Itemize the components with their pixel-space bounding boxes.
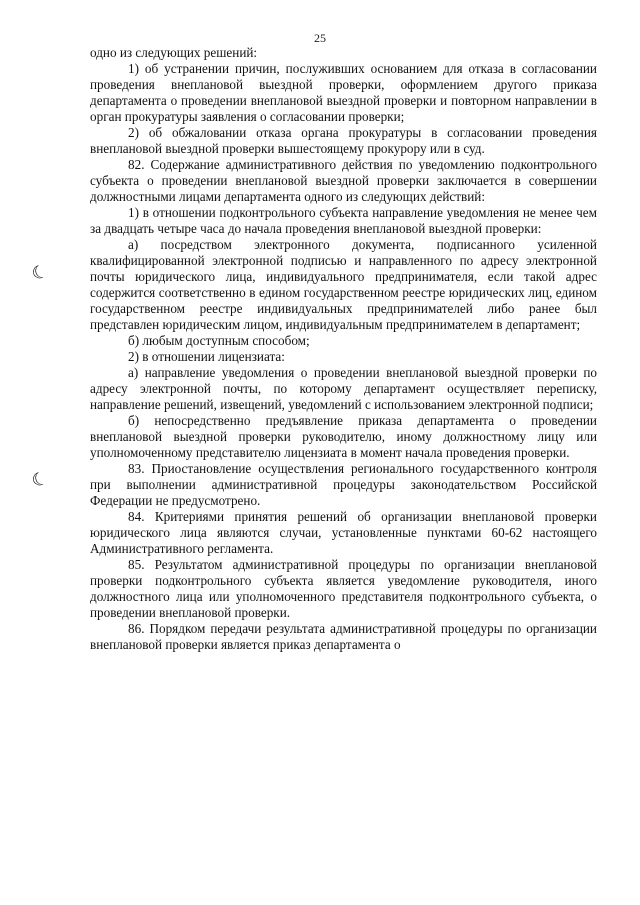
paragraph: 86. Порядком передачи результата административной процедуры по организации внеплановой проверки является приказ департамента о: [90, 621, 597, 652]
paragraph: а) посредством электронного документа, подписанного усиленной квалифицированной электронной подписью и направленного по адресу электронной почты юридического лица, индивидуального предпринимателя, если такой адрес содержится соответственно в едином государственном реестре юридических лиц, едином государственном реестре индивидуальных предпринимателей либо ранее был представлен юридическим лицом, индивидуальным предпринимателем в департамент;: [90, 237, 597, 332]
document-body: [90, 45, 597, 653]
paragraph: 2) об обжаловании отказа органа прокуратуры в согласовании проведения внеплановой выездной проверки вышестоящему прокурору или в суд.: [90, 125, 597, 156]
paragraph: 84. Критериями принятия решений об организации внеплановой проверки юридического лица являются случаи, установленные пунктами 60-62 настоящего Административного регламента.: [90, 509, 597, 556]
paragraph: одно из следующих решений:: [90, 45, 258, 60]
paragraph: 1) в отношении подконтрольного субъекта направление уведомления не менее чем за двадцать четыре часа до начала проведения внеплановой выездной проверки:: [90, 205, 597, 236]
paragraph: 1) об устранении причин, послуживших основанием для отказа в согласовании проведения внеплановой выездной проверки, оформлением другого приказа департамента о проведении внеплановой выездной проверки и повторном направлении в орган прокуратуры заявления о согласовании проверки;: [90, 61, 597, 124]
paragraph: 83. Приостановление осуществления регионального государственного контроля при выполнении административной процедуры законодательством Российской Федерации не предусмотрено.: [90, 461, 597, 508]
paragraph: б) любым доступным способом;: [128, 333, 310, 348]
paragraph: 2) в отношении лицензиата:: [128, 349, 285, 364]
paragraph: а) направление уведомления о проведении внеплановой выездной проверки по адресу электронной почты, по которому департамент осуществляет переписку, направление решений, извещений, уведомлений с использованием электронной подписи;: [90, 365, 597, 412]
paragraph: б) непосредственно предъявление приказа департамента о проведении внеплановой выездной проверки руководителю, иному должностному лицу или уполномоченному представителю лицензиата в момент начала проведения проверки.: [90, 413, 597, 460]
paragraph: 82. Содержание административного действия по уведомлению подконтрольного субъекта о проведении внеплановой выездной проверки заключается в совершении должностными лицами департамента одного из следующих действий:: [90, 157, 597, 204]
punch-hole-mark-icon: ☾: [28, 467, 52, 493]
page-number: 25: [314, 31, 326, 45]
paragraph: 85. Результатом административной процедуры по организации внеплановой проверки подконтрольного субъекта является уведомление руководителя, иного должностного лица или уполномоченного представителя подконтрольного субъекта, о проведении внеплановой проверки.: [90, 557, 597, 620]
punch-hole-mark-icon: ☾: [28, 260, 52, 286]
